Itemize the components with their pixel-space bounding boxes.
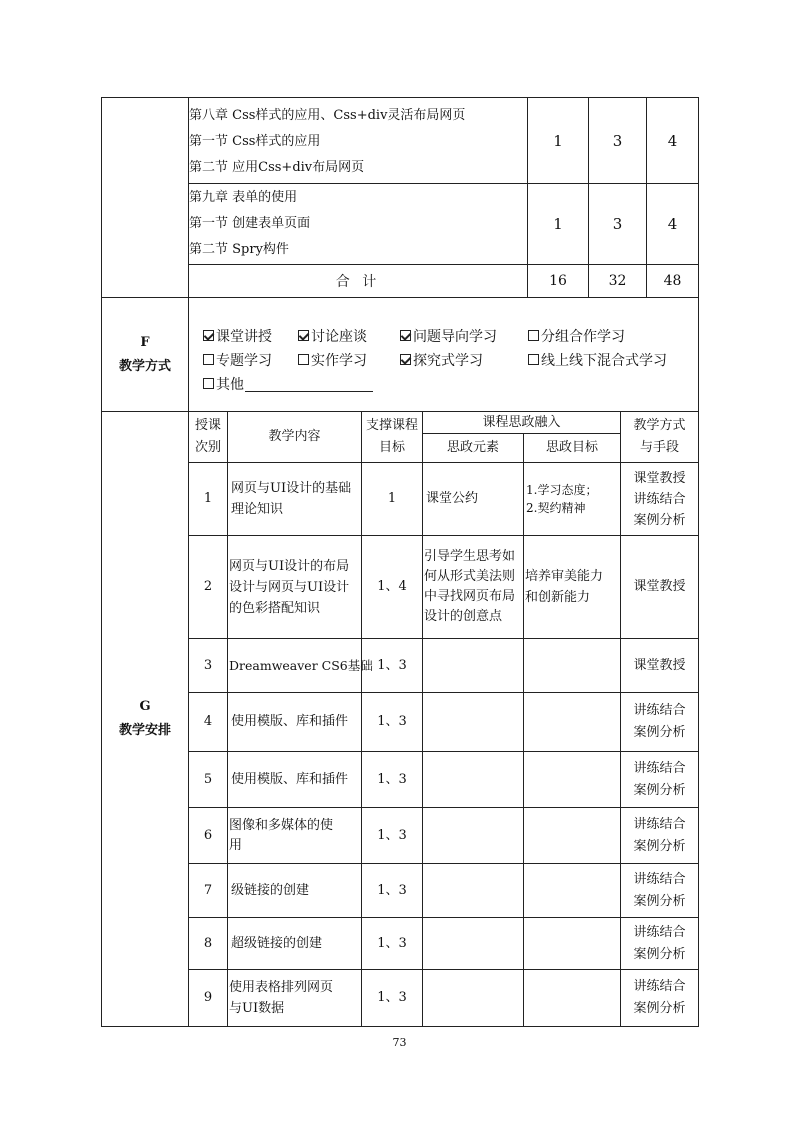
row-5-method-line: 案例分析 xyxy=(633,782,686,798)
row-2-target-line: 培养审美能力 xyxy=(525,569,604,584)
row-8-method-line: 讲练结合 xyxy=(633,924,686,940)
row-1-target-line: 1.学习态度； xyxy=(526,483,598,497)
section-f-label xyxy=(102,298,188,411)
row-9-method-line: 讲练结合 xyxy=(633,979,686,994)
row-8-method xyxy=(621,918,698,969)
row-6-no: 6 xyxy=(203,827,213,843)
checkbox-empty-icon[interactable] xyxy=(203,378,214,389)
checkbox-empty-icon[interactable] xyxy=(298,354,309,365)
row-2-element-line: 中寻找网页布局 xyxy=(424,589,516,604)
method-other[interactable] xyxy=(203,374,373,394)
header-goal xyxy=(362,412,422,462)
row-5-method-line: 讲练结合 xyxy=(633,760,686,776)
method-label: 问题导向学习 xyxy=(413,329,497,345)
row-7-method-line: 讲练结合 xyxy=(633,871,686,887)
row-6-content-line: 用 xyxy=(229,837,243,853)
method-label: 分组合作学习 xyxy=(541,329,625,345)
row-1-method-line: 课堂教授 xyxy=(633,470,686,486)
method-label: 讨论座谈 xyxy=(311,329,367,345)
row-2-content-line: 设计与网页与UI设计 xyxy=(229,579,350,595)
section-g-title: 教学安排 xyxy=(118,723,171,738)
checkbox-checked-icon[interactable] xyxy=(400,330,411,341)
other-blank-field[interactable] xyxy=(245,377,373,392)
chapter-8-section-2: 第二节 应用Css+div布局网页 xyxy=(189,160,365,175)
row-4-no: 4 xyxy=(203,714,213,729)
method-label: 线上线下混合式学习 xyxy=(541,353,667,369)
chapter-9-title: 第九章 表单的使用 xyxy=(189,190,298,205)
row-3-no: 3 xyxy=(203,657,213,673)
header-method-line: 与手段 xyxy=(639,440,679,455)
checkbox-checked-icon[interactable] xyxy=(298,330,309,341)
method-inquiry[interactable] xyxy=(400,350,483,370)
checkbox-empty-icon[interactable] xyxy=(528,354,539,365)
header-element: 思政元素 xyxy=(446,440,499,455)
row-4-method xyxy=(621,693,698,751)
checkbox-checked-icon[interactable] xyxy=(203,330,214,341)
row-6-method-line: 案例分析 xyxy=(633,838,686,854)
row-5-no: 5 xyxy=(203,771,213,787)
method-problem-based[interactable] xyxy=(400,326,497,346)
row-4-goal: 1、3 xyxy=(377,714,407,729)
row-2-element-line: 引导学生思考如 xyxy=(424,549,516,564)
row-1-content-line: 理论知识 xyxy=(231,502,284,517)
method-blended[interactable] xyxy=(528,350,667,370)
header-content: 教学内容 xyxy=(268,429,321,444)
total-value-1: 16 xyxy=(549,273,567,289)
row-1-content xyxy=(228,463,361,535)
row-2-no: 2 xyxy=(203,579,213,594)
row-4-method-line: 案例分析 xyxy=(633,725,686,740)
header-session-line: 授课 xyxy=(194,418,221,433)
chapter-8-content xyxy=(189,102,527,182)
method-group-work[interactable] xyxy=(528,326,625,346)
method-label: 实作学习 xyxy=(311,353,367,369)
row-9-content xyxy=(228,970,361,1026)
row-1-target-line: 2.契约精神 xyxy=(526,501,586,515)
row-7-method-line: 案例分析 xyxy=(633,893,686,909)
method-topic-study[interactable] xyxy=(203,350,272,370)
row-9-method xyxy=(621,970,698,1026)
row-2-element xyxy=(423,536,523,638)
row-5-method xyxy=(621,752,698,807)
section-f-code: F xyxy=(140,334,150,350)
row-2-element-line: 设计的创意点 xyxy=(424,609,503,624)
chapter-9-content xyxy=(189,184,527,264)
syllabus-table xyxy=(101,97,699,1027)
row-1-element: 课堂公约 xyxy=(426,491,479,506)
chapter-8-value-3: 4 xyxy=(667,131,678,150)
header-ideology: 课程思政融入 xyxy=(482,414,561,430)
row-2-content-line: 网页与UI设计的布局 xyxy=(229,558,350,574)
total-value-2: 32 xyxy=(608,273,627,289)
row-2-target-line: 和创新能力 xyxy=(525,590,591,605)
row-8-goal: 1、3 xyxy=(377,935,407,951)
row-5-goal: 1、3 xyxy=(377,771,407,787)
row-1-method-line: 讲练结合 xyxy=(633,491,686,507)
row-6-content xyxy=(228,808,361,863)
row-9-content-line: 与UI数据 xyxy=(229,1001,285,1016)
row-1-content-line: 网页与UI设计的基础 xyxy=(231,481,352,496)
row-6-method-line: 讲练结合 xyxy=(633,816,686,832)
method-discussion[interactable] xyxy=(298,326,367,346)
chapter-9-value-1: 1 xyxy=(553,215,563,233)
row-7-no: 7 xyxy=(203,882,213,898)
method-practice[interactable] xyxy=(298,350,367,370)
checkbox-empty-icon[interactable] xyxy=(203,354,214,365)
grid-line xyxy=(102,297,698,298)
row-9-method-line: 案例分析 xyxy=(633,1001,686,1016)
header-target: 思政目标 xyxy=(545,440,598,455)
row-1-method xyxy=(621,463,698,535)
row-1-target xyxy=(524,463,620,535)
row-1-goal: 1 xyxy=(387,491,397,506)
row-4-content: 使用模版、库和插件 xyxy=(231,714,349,729)
row-2-content xyxy=(228,536,361,638)
row-9-goal: 1、3 xyxy=(377,990,407,1005)
row-2-element-line: 何从形式美法则 xyxy=(424,569,516,584)
header-goal-line: 目标 xyxy=(378,440,405,455)
section-g-label xyxy=(102,412,188,1026)
page-number: 73 xyxy=(392,1036,407,1049)
row-2-target xyxy=(524,536,620,638)
row-6-content-line: 图像和多媒体的使 xyxy=(229,817,334,833)
row-2-goal: 1、4 xyxy=(377,579,407,594)
header-method-line: 教学方式 xyxy=(633,418,686,433)
section-f-title: 教学方式 xyxy=(118,358,171,374)
chapter-9-section-2: 第二节 Spry构件 xyxy=(189,242,289,257)
section-g-code: G xyxy=(139,699,151,714)
chapter-9-section-1: 第一节 创建表单页面 xyxy=(189,216,311,231)
row-6-method xyxy=(621,808,698,863)
total-label: 合 计 xyxy=(335,274,381,290)
row-8-no: 8 xyxy=(203,935,213,951)
row-6-goal: 1、3 xyxy=(377,827,407,843)
row-1-no: 1 xyxy=(203,491,213,506)
total-value-3: 48 xyxy=(663,273,682,289)
row-9-content-line: 使用表格排列网页 xyxy=(229,980,334,995)
header-method xyxy=(621,412,698,462)
row-8-method-line: 案例分析 xyxy=(633,946,686,962)
chapter-9-value-2: 3 xyxy=(612,215,623,233)
row-1-method-line: 案例分析 xyxy=(633,512,686,528)
method-label: 探究式学习 xyxy=(413,353,483,369)
row-3-method: 课堂教授 xyxy=(633,657,686,673)
method-label: 课堂讲授 xyxy=(216,329,272,345)
row-7-method xyxy=(621,864,698,917)
row-4-method-line: 讲练结合 xyxy=(633,703,686,718)
row-2-method: 课堂教授 xyxy=(633,579,686,594)
row-8-content: 超级链接的创建 xyxy=(231,935,323,951)
row-3-content: Dreamweaver CS6基础 xyxy=(229,657,373,673)
row-3-goal: 1、3 xyxy=(377,657,407,673)
header-session-line: 次别 xyxy=(194,440,221,455)
row-5-content: 使用模版、库和插件 xyxy=(231,771,349,787)
chapter-8-section-1: 第一节 Css样式的应用 xyxy=(189,134,321,149)
checkbox-empty-icon[interactable] xyxy=(528,330,539,341)
header-session xyxy=(189,412,227,462)
chapter-8-title: 第八章 Css样式的应用、Css+div灵活布局网页 xyxy=(189,108,466,123)
row-2-content-line: 的色彩搭配知识 xyxy=(229,600,321,616)
row-7-content: 级链接的创建 xyxy=(231,882,310,898)
header-goal-line: 支撑课程 xyxy=(365,418,418,433)
row-7-goal: 1、3 xyxy=(377,882,407,898)
method-label: 专题学习 xyxy=(216,353,272,369)
method-label: 其他 xyxy=(216,377,244,393)
chapter-9-value-3: 4 xyxy=(667,215,678,233)
method-lecture[interactable] xyxy=(203,326,272,346)
chapter-8-value-2: 3 xyxy=(612,131,623,150)
row-9-no: 9 xyxy=(203,990,213,1005)
checkbox-checked-icon[interactable] xyxy=(400,354,411,365)
chapter-8-value-1: 1 xyxy=(553,131,563,150)
